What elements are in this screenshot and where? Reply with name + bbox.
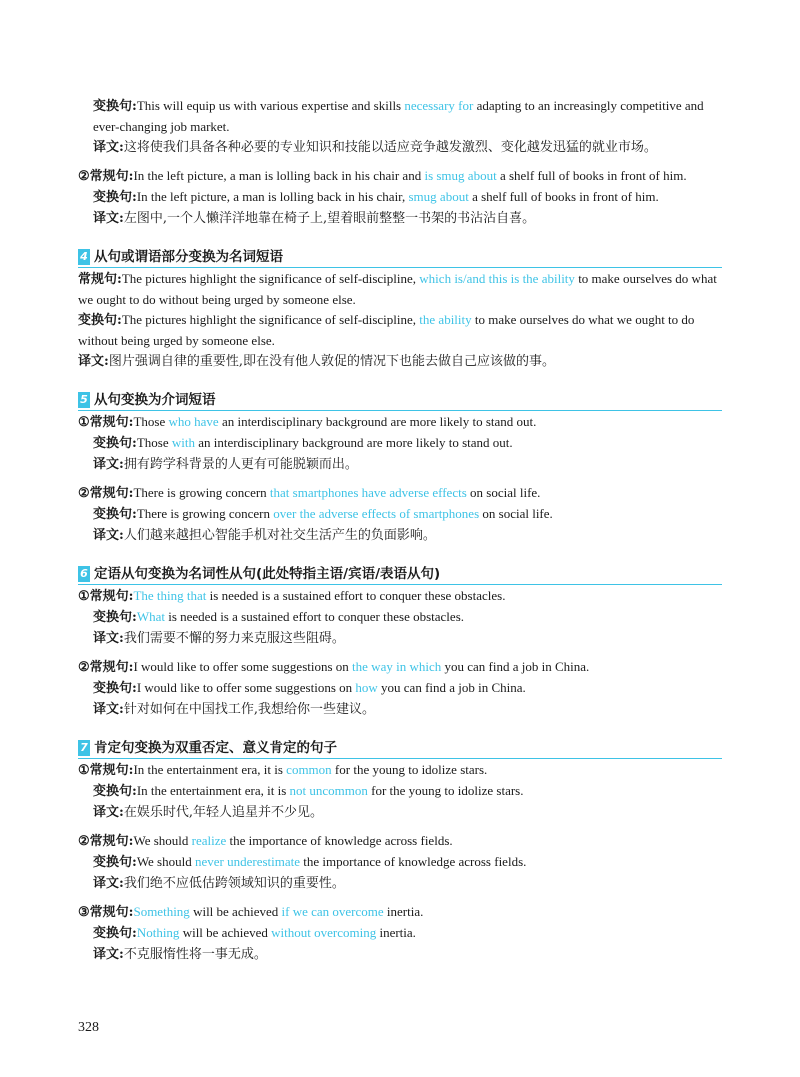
conventional-sentence: ①常规句:Those who have an interdisciplinary background are more likely to stand out. xyxy=(78,414,537,430)
section-heading-4 xyxy=(78,247,722,267)
section-heading-7 xyxy=(78,738,722,758)
highlight: What xyxy=(136,609,165,624)
highlight: how xyxy=(355,680,378,695)
highlight: over the adverse effects of smartphones xyxy=(273,506,480,521)
highlight: with xyxy=(171,435,195,450)
heading-rule xyxy=(78,584,722,585)
transformed-sentence: 变换句:There is growing concern over the adverse effects of smartphones on social life. xyxy=(93,506,553,522)
transformed-sentence: 变换句:Those with an interdisciplinary background are more likely to stand out. xyxy=(93,435,513,451)
highlight: the way in which xyxy=(352,659,442,674)
highlight: necessary for xyxy=(404,98,474,113)
heading-rule xyxy=(78,267,722,268)
highlight: if we can overcome xyxy=(281,904,384,919)
translation: 译文:图片强调自律的重要性,即在没有他人敦促的情况下也能去做自己应该做的事。 xyxy=(78,354,555,369)
highlight: who have xyxy=(168,414,219,429)
heading-rule xyxy=(78,758,722,759)
section-number-badge: 4 xyxy=(78,249,90,265)
translation: 译文:我们绝不应低估跨领域知识的重要性。 xyxy=(93,876,345,891)
translation: 译文:这将使我们具备各种必要的专业知识和技能以适应竞争越发激烈、变化越发迅猛的就业市场。 xyxy=(93,140,657,155)
section-title: 定语从句变换为名词性从句(此处特指主语/宾语/表语从句) xyxy=(94,566,441,582)
conventional-sentence: ③常规句:Something will be achieved if we can overcome inertia. xyxy=(78,904,424,920)
highlight: never underestimate xyxy=(194,854,301,869)
transformed-sentence: 变换句:This will equip us with various expertise and skills necessary for adapting to an increasingly competitive and ever-changing job market. xyxy=(93,98,704,134)
conventional-sentence: ②常规句:I would like to offer some suggestions on the way in which you can find a job in China. xyxy=(78,659,590,675)
transformed-sentence: 变换句:What is needed is a sustained effort to conquer these obstacles. xyxy=(93,609,465,625)
highlight: Something xyxy=(133,904,190,919)
translation: 译文:针对如何在中国找工作,我想给你一些建议。 xyxy=(93,702,375,717)
highlight: smug about xyxy=(408,189,469,204)
highlight: which is/and this is the ability xyxy=(419,271,575,286)
section-heading-6 xyxy=(78,564,722,584)
highlight: that smartphones have adverse effects xyxy=(269,485,467,500)
highlight: not uncommon xyxy=(289,783,368,798)
transformed-sentence: 变换句:The pictures highlight the significance of self-discipline, the ability to make ourselves do what we ought to do without being urged by someone else. xyxy=(78,312,695,348)
transformed-sentence: 变换句:I would like to offer some suggestions on how you can find a job in China. xyxy=(93,680,526,696)
highlight: the ability xyxy=(419,312,472,327)
translation: 译文:左图中,一个人懒洋洋地靠在椅子上,望着眼前整整一书架的书沾沾自喜。 xyxy=(93,211,536,226)
section-number-badge: 5 xyxy=(78,392,90,408)
transformed-sentence: 变换句:In the left picture, a man is lolling back in his chair, smug about a shelf full of books in front of him. xyxy=(93,189,659,205)
conventional-sentence: ②常规句:In the left picture, a man is lolling back in his chair and is smug about a shelf full of books in front of him. xyxy=(78,168,687,184)
translation: 译文:拥有跨学科背景的人更有可能脱颖而出。 xyxy=(93,457,358,472)
conventional-sentence: ②常规句:We should realize the importance of knowledge across fields. xyxy=(78,833,453,849)
conventional-sentence: ①常规句:In the entertainment era, it is common for the young to idolize stars. xyxy=(78,762,488,778)
section-number-badge: 6 xyxy=(78,566,90,582)
translation: 译文:人们越来越担心智能手机对社交生活产生的负面影响。 xyxy=(93,528,436,543)
section-heading-5 xyxy=(78,390,722,410)
section-number-badge: 7 xyxy=(78,740,90,756)
transformed-sentence: 变换句:We should never underestimate the importance of knowledge across fields. xyxy=(93,854,527,870)
highlight: The thing that xyxy=(133,588,207,603)
conventional-sentence: ①常规句:The thing that is needed is a sustained effort to conquer these obstacles. xyxy=(78,588,506,604)
transformed-sentence: 变换句:In the entertainment era, it is not uncommon for the young to idolize stars. xyxy=(93,783,524,799)
highlight: realize xyxy=(191,833,227,848)
translation: 译文:我们需要不懈的努力来克服这些阻碍。 xyxy=(93,631,345,646)
label: 变换句: xyxy=(93,99,137,114)
content xyxy=(78,96,722,965)
highlight: is smug about xyxy=(424,168,497,183)
translation: 译文:不克服惰性将一事无成。 xyxy=(93,947,267,962)
section-title: 从句变换为介词短语 xyxy=(94,392,216,408)
heading-rule xyxy=(78,410,722,411)
page-number: 328 xyxy=(78,1020,99,1035)
highlight: common xyxy=(286,762,332,777)
section-title: 肯定句变换为双重否定、意义肯定的句子 xyxy=(94,740,337,756)
highlight: Nothing xyxy=(136,925,180,940)
translation: 译文:在娱乐时代,年轻人追星并不少见。 xyxy=(93,805,323,820)
transformed-sentence: 变换句:Nothing will be achieved without overcoming inertia. xyxy=(93,925,416,941)
conventional-sentence: ②常规句:There is growing concern that smartphones have adverse effects on social life. xyxy=(78,485,541,501)
section-title: 从句或谓语部分变换为名词短语 xyxy=(94,249,283,265)
conventional-sentence: 常规句:The pictures highlight the significance of self-discipline, which is/and this is the ability to make ourselves do what we ought to do without being urged by someone else. xyxy=(78,271,717,307)
highlight: without overcoming xyxy=(271,925,377,940)
